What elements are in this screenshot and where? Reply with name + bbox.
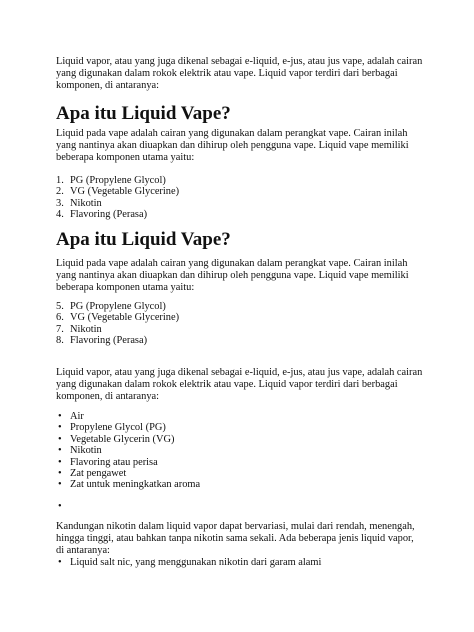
bullet: • bbox=[58, 456, 62, 468]
list-item bbox=[56, 175, 424, 186]
list-item-text: Flavoring (Perasa) bbox=[70, 209, 148, 221]
list-item-text: PG (Propylene Glycol) bbox=[70, 175, 166, 186]
bullet: • bbox=[58, 468, 62, 480]
list-number: 5. bbox=[56, 301, 64, 312]
bullet: • bbox=[58, 557, 62, 568]
list-item bbox=[56, 324, 424, 335]
list-item-text: Zat pengawet bbox=[70, 468, 127, 480]
bullet: • bbox=[58, 433, 62, 445]
list-item-text: VG (Vegetable Glycerine) bbox=[70, 186, 180, 198]
section-1-heading: Apa itu Liquid Vape? bbox=[56, 103, 231, 124]
empty-bullet-list bbox=[56, 501, 424, 512]
list-item-text: Nikotin bbox=[70, 323, 102, 335]
list-item bbox=[56, 335, 424, 346]
list-number: 8. bbox=[56, 335, 64, 347]
list-item-text: Zat untuk meningkatkan aroma bbox=[70, 479, 201, 491]
list-number: 1. bbox=[56, 175, 64, 186]
list-item bbox=[56, 468, 424, 479]
bullet: • bbox=[58, 501, 62, 512]
list-item-text: VG (Vegetable Glycerine) bbox=[70, 312, 180, 324]
list-number: 6. bbox=[56, 312, 64, 324]
list-item-text: Flavoring atau perisa bbox=[70, 456, 158, 468]
list-item-text: Liquid salt nic, yang menggunakan nikotin dari garam alami bbox=[70, 557, 322, 568]
list-item bbox=[56, 198, 424, 209]
section-2-paragraph: Liquid pada vape adalah cairan yang digunakan dalam perangkat vape. Cairan inilah yang nantinya akan diuapkan dan dihirup oleh pengguna vape. Liquid vape memiliki beberapa komponen utama yaitu: bbox=[56, 258, 409, 294]
list-item bbox=[56, 457, 424, 468]
list-number: 3. bbox=[56, 197, 64, 209]
section-2-list bbox=[56, 301, 424, 347]
list-number: 7. bbox=[56, 323, 64, 335]
list-number: 4. bbox=[56, 209, 64, 221]
list-item bbox=[56, 209, 424, 220]
section-1-paragraph: Liquid pada vape adalah cairan yang digunakan dalam perangkat vape. Cairan inilah yang nantinya akan diuapkan dan dihirup oleh pengguna vape. Liquid vape memiliki beberapa komponen utama yaitu: bbox=[56, 128, 409, 164]
list-item bbox=[56, 312, 424, 323]
list-item bbox=[56, 445, 424, 456]
list-item-text: Nikotin bbox=[70, 445, 102, 457]
list-item-text: Nikotin bbox=[70, 197, 102, 209]
list-item bbox=[56, 434, 424, 445]
nicotine-paragraph: Kandungan nikotin dalam liquid vapor dapat bervariasi, mulai dari rendah, menengah, hingga tinggi, atau bahkan tanpa nikotin sama sekali. Ada beberapa jenis liquid vapor, di antaranya: bbox=[56, 521, 415, 557]
list-item-text: PG (Propylene Glycol) bbox=[70, 301, 166, 312]
list-number: 2. bbox=[56, 186, 64, 198]
list-item-text: Vegetable Glycerin (VG) bbox=[70, 433, 175, 445]
list-item bbox=[56, 301, 424, 312]
intro-paragraph-2: Liquid vapor, atau yang juga dikenal sebagai e-liquid, e-jus, atau jus vape, adalah cairan yang digunakan dalam rokok elektrik atau vape. Liquid vapor terdiri dari berbagai komponen, di antaranya: bbox=[56, 367, 423, 403]
bullet: • bbox=[58, 445, 62, 457]
list-item-text: Propylene Glycol (PG) bbox=[70, 422, 166, 434]
bullet: • bbox=[58, 479, 62, 491]
types-bullet-list bbox=[56, 557, 424, 568]
list-item-text: Flavoring (Perasa) bbox=[70, 335, 148, 347]
list-item bbox=[56, 186, 424, 197]
bullet: • bbox=[58, 422, 62, 434]
empty-list-item bbox=[56, 501, 424, 512]
components-bullet-list bbox=[56, 411, 424, 491]
list-item bbox=[56, 557, 424, 568]
list-item bbox=[56, 422, 424, 433]
list-item-text: Air bbox=[70, 411, 84, 422]
list-item bbox=[56, 479, 424, 490]
section-1-list bbox=[56, 175, 424, 221]
bullet: • bbox=[58, 411, 62, 422]
section-2-heading: Apa itu Liquid Vape? bbox=[56, 229, 231, 250]
list-item bbox=[56, 411, 424, 422]
intro-paragraph: Liquid vapor, atau yang juga dikenal sebagai e-liquid, e-jus, atau jus vape, adalah cairan yang digunakan dalam rokok elektrik atau vape. Liquid vapor terdiri dari berbagai komponen, di antaranya: bbox=[56, 56, 423, 92]
